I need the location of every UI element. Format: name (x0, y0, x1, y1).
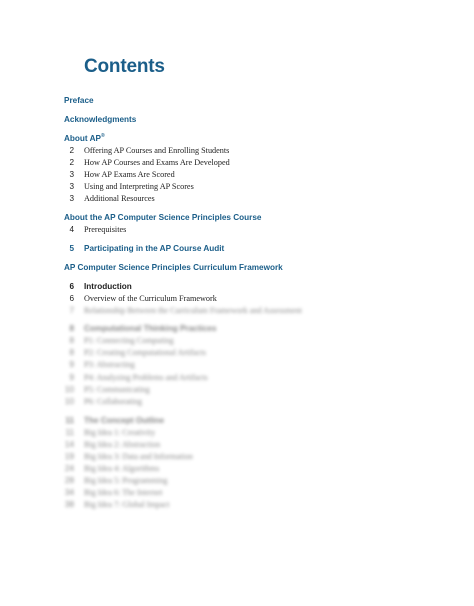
toc-heading-preface[interactable]: Preface (64, 96, 94, 105)
toc-entry[interactable] (64, 335, 384, 347)
toc-page-number: 8 (69, 324, 74, 333)
toc-entry-title: P5: Communicating (84, 385, 150, 394)
toc-entry[interactable] (64, 487, 384, 499)
toc-heading-about-course[interactable]: About the AP Computer Science Principles Course (64, 213, 262, 222)
toc-page-number: 2 (69, 158, 74, 167)
toc-page-number: 11 (65, 416, 74, 425)
toc-entry-introduction[interactable] (64, 281, 384, 293)
toc-page-number: 7 (69, 306, 74, 315)
toc-entry[interactable] (64, 305, 384, 317)
toc-entry-title: Overview of the Curriculum Framework (84, 294, 217, 303)
toc-entry[interactable] (64, 181, 384, 193)
toc-entry[interactable] (64, 499, 384, 511)
toc-entry-title: Additional Resources (84, 194, 155, 203)
toc-heading-about-ap[interactable] (64, 134, 105, 143)
toc-entry[interactable] (64, 157, 384, 169)
toc-entry[interactable] (64, 475, 384, 487)
toc-entry[interactable] (64, 145, 384, 157)
toc-entry[interactable] (64, 224, 384, 236)
toc-entry[interactable] (64, 463, 384, 475)
toc-entry[interactable] (64, 396, 384, 408)
toc-entry[interactable] (64, 384, 384, 396)
toc-entry-title: Participating in the AP Course Audit (84, 244, 225, 253)
toc-page-number: 4 (69, 225, 74, 234)
toc-page-number: 5 (69, 244, 74, 253)
toc-heading-framework[interactable]: AP Computer Science Principles Curriculum Framework (64, 263, 283, 272)
toc-page-number: 10 (64, 385, 74, 394)
toc-page-number: 6 (69, 282, 74, 291)
toc-entry-title: P4: Analyzing Problems and Artifacts (84, 373, 208, 382)
toc-entry-title: P3: Abstracting (84, 360, 135, 369)
registered-mark: ® (101, 133, 105, 139)
toc-page-number: 3 (69, 182, 74, 191)
toc-page-number: 8 (69, 348, 74, 357)
toc-page-number: 38 (64, 500, 74, 509)
toc-entry-title: Prerequisites (84, 225, 127, 234)
heading-label: About AP (64, 134, 101, 143)
toc-entry-title: Big Idea 3: Data and Information (84, 452, 193, 461)
toc-page-number: 9 (69, 373, 74, 382)
toc-page-number: 19 (64, 452, 74, 461)
toc-page-number: 9 (69, 360, 74, 369)
toc-entry-title: Computational Thinking Practices (84, 324, 217, 333)
toc-page-number: 8 (69, 336, 74, 345)
toc-entry-practices-heading[interactable] (64, 323, 384, 335)
toc-entry-title: How AP Courses and Exams Are Developed (84, 158, 230, 167)
toc-entry-title: The Concept Outline (84, 416, 165, 425)
toc-entry-title: P2: Creating Computational Artifacts (84, 348, 207, 357)
toc-entry[interactable] (64, 372, 384, 384)
toc-page-number: 3 (69, 194, 74, 203)
toc-entry-title: Introduction (84, 282, 132, 291)
toc-page-number: 6 (69, 294, 74, 303)
toc-entry-title: Big Idea 2: Abstraction (84, 440, 161, 449)
toc-heading-acknowledgments[interactable]: Acknowledgments (64, 115, 137, 124)
toc-page-number: 11 (65, 428, 74, 437)
toc-entry-title: P1: Connecting Computing (84, 336, 174, 345)
toc-entry-title: How AP Exams Are Scored (84, 170, 175, 179)
toc-entry[interactable] (64, 347, 384, 359)
toc-entry-title: Big Idea 1: Creativity (84, 428, 156, 437)
toc-entry-title: Big Idea 7: Global Impact (84, 500, 170, 509)
toc-entry[interactable] (64, 193, 384, 205)
toc-entry[interactable] (64, 427, 384, 439)
toc-entry[interactable] (64, 451, 384, 463)
toc-page-number: 24 (64, 464, 74, 473)
toc-entry[interactable] (64, 293, 384, 305)
toc-entry-concept-heading[interactable] (64, 415, 384, 427)
toc-page-number: 2 (69, 146, 74, 155)
toc-entry-title: Relationship Between the Curriculum Framework and Assessment (84, 306, 302, 315)
toc-page-number: 3 (69, 170, 74, 179)
toc-page-number: 14 (64, 440, 74, 449)
toc-entry-course-audit[interactable] (64, 243, 384, 255)
toc-page-number: 28 (64, 476, 74, 485)
toc-entry[interactable] (64, 359, 384, 371)
toc-entry-title: Big Idea 6: The Internet (84, 488, 163, 497)
toc-entry-title: Big Idea 4: Algorithms (84, 464, 160, 473)
toc-entry[interactable] (64, 439, 384, 451)
toc-entry[interactable] (64, 169, 384, 181)
toc-page-number: 10 (64, 397, 74, 406)
toc-page-number: 34 (64, 488, 74, 497)
toc-entry-title: Using and Interpreting AP Scores (84, 182, 194, 191)
toc-entry-title: Big Idea 5: Programming (84, 476, 168, 485)
toc-entry-title: Offering AP Courses and Enrolling Students (84, 146, 230, 155)
toc-entry-title: P6: Collaborating (84, 397, 142, 406)
page-title: Contents (84, 56, 165, 77)
